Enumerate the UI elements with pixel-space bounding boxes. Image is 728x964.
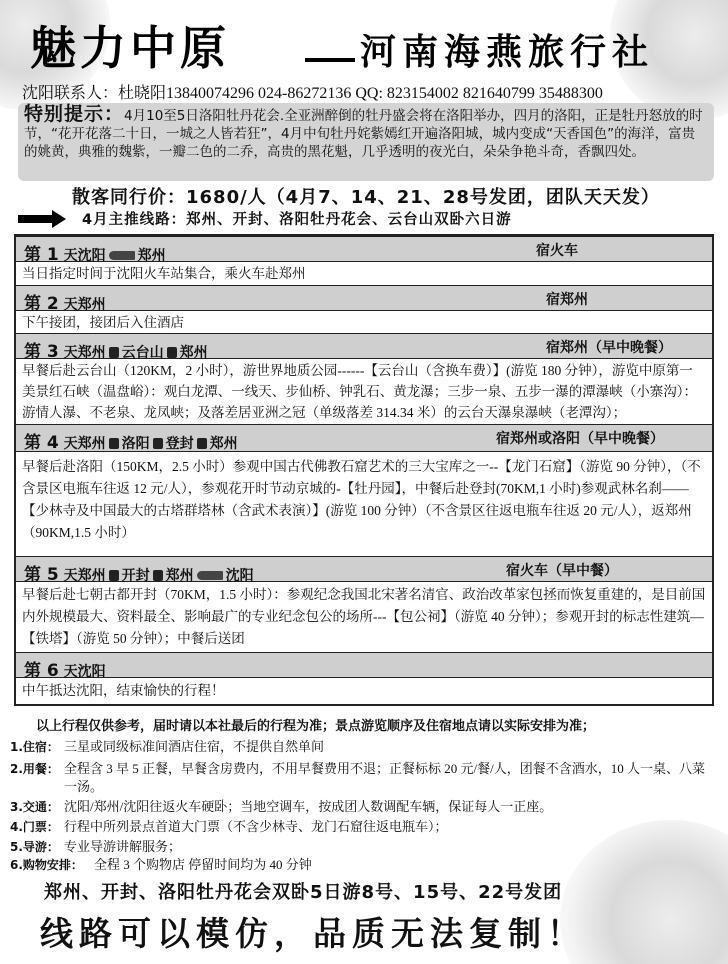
- day-header: [16, 556, 712, 585]
- day-route: 天郑州: [63, 568, 106, 584]
- day-description: 早餐后赴七朝古都开封（70KM，1.5 小时）：参观纪念我国北宋著名清官、政治改革家包拯而恢复重建的，是目前国内外规模最大、资料最全、影响最广的专业纪念包公的场所---【包公祠】（游览 40 分钟）；参观开封的标志性建筑—【铁塔】（游览 50 分钟）；中餐后送团: [22, 587, 706, 646]
- day-number: 第 5: [24, 565, 59, 585]
- bus-icon: [109, 347, 119, 358]
- day-header: [16, 424, 712, 452]
- day-stop: 洛阳: [121, 436, 150, 452]
- bus-icon: [167, 347, 177, 358]
- day-description: 下午接团，接团后入住酒店: [22, 315, 184, 330]
- bus-icon: [109, 570, 119, 581]
- day-stay: 宿郑州（早中晚餐）: [546, 340, 672, 356]
- title-row: [20, 8, 720, 75]
- info-item: [10, 838, 720, 856]
- featured-routes: 4月主推线路：郑州、开封、洛阳牡丹花会、云台山双卧六日游: [82, 212, 512, 228]
- info-item: [10, 856, 720, 874]
- day-description: 早餐后赴云台山（120KM，2 小时），游世界地质公园------【云台山（含换车费）】(游览 180 分钟），游览中原第一美景红石峡（温盘峪）：观白龙潭、一线天、步仙桥、钟乳石、黄龙瀑；三步一泉、五步一瀑的潭瀑峡（小寨沟）：游情人瀑、不老泉、龙凤峡；及落差居亚洲之冠（单级落差 314.34 米）的云台天瀑泉瀑峡（老潭沟）；: [22, 363, 697, 420]
- day-route: 天沈阳: [63, 664, 106, 680]
- title-divider: [305, 58, 355, 62]
- agency-name: 河南海燕旅行社: [360, 31, 655, 73]
- info-text: 沈阳/郑州/沈阳往返火车硬卧；当地空调车，按成团人数调配车辆，保证每人一正座。: [64, 799, 553, 814]
- info-label: 3.交通：: [10, 800, 59, 814]
- train-icon: [197, 571, 223, 580]
- day-route: 天郑州: [63, 345, 106, 361]
- info-label: 4.门票：: [10, 820, 59, 834]
- day-stop: 郑州: [165, 568, 194, 584]
- tip-text: 4月10至5日洛阳牡丹花会.全亚洲醉倒的牡丹盛会将在洛阳举办，四月的洛阳，正是牡丹怒放的时节，“花开花落二十日，一城之人皆若狂”，4月中旬牡丹姹紫嫣红开遍洛阳城，城内变成“天香国色”的海洋，富贵的姚黄，典雅的魏紫，一瓣二色的二乔，高贵的黑花魁，几乎透明的夜光白，朵朵争艳斗奇，香飘四处。: [24, 108, 703, 160]
- info-label: 1.住宿：: [10, 740, 59, 754]
- tip-label: 特别提示：: [24, 103, 125, 125]
- bus-icon: [109, 438, 119, 449]
- day-description: 当日指定时间于沈阳火车站集合，乘火车赴郑州: [22, 266, 306, 281]
- day-number: 第 6: [24, 661, 59, 681]
- info-text: 全程含 3 早 5 正餐，早餐含房费内，不用早餐费用不退；正餐标标 20 元/餐/人，团餐不含酒水，10 人一桌、八菜一汤。: [64, 761, 705, 794]
- day-route: 天郑州: [63, 436, 106, 452]
- day-number: 第 4: [24, 433, 59, 453]
- info-item: [10, 738, 720, 756]
- day-route: 天沈阳: [63, 248, 106, 264]
- day-stop: 登封: [165, 436, 194, 452]
- arrow-right-icon: [18, 210, 68, 228]
- bus-icon: [197, 438, 207, 449]
- day-number: 第 1: [24, 245, 59, 265]
- day-destination: 郑州: [137, 248, 166, 264]
- day-stop: 开封: [121, 568, 150, 584]
- slogan: 线路可以模仿，品质无法复制！: [40, 914, 586, 953]
- bus-icon: [153, 570, 163, 581]
- info-label: 6.购物安排：: [10, 858, 83, 872]
- day-destination: 沈阳: [225, 568, 254, 584]
- train-icon: [109, 251, 135, 260]
- bus-icon: [153, 438, 163, 449]
- info-text: 全程 3 个购物店 停留时间均为 40 分钟: [94, 857, 312, 872]
- day-header: [16, 236, 712, 265]
- price-line: 散客同行价：1680/人（4月7、14、21、28号发团，团队天天发）: [72, 187, 660, 208]
- day-header: [16, 652, 712, 681]
- info-item: [10, 760, 720, 796]
- day-number: 第 2: [24, 294, 59, 314]
- info-text: 专业导游讲解服务；: [64, 839, 182, 854]
- day-stay: 宿火车（早中餐）: [506, 563, 618, 579]
- day-stay: 宿郑州: [546, 292, 588, 308]
- day-stay: 宿火车: [536, 243, 578, 259]
- info-item: [10, 798, 720, 816]
- day-destination: 郑州: [179, 345, 208, 361]
- day-route: 天郑州: [63, 297, 106, 313]
- day-description: 早餐后赴洛阳（150KM，2.5 小时）参观中国古代佛教石窟艺术的三大宝库之一--【龙门石窟】（游览 90 分钟），（不含景区电瓶车往返 12 元/人），参观花开时节动京城的-【牡丹园】，中餐后赴登封(70KM,1 小时)参观武林名刹——【少林寺及中国最大的古塔群塔林（含武术表演）】(游览 100 分钟）（不含景区往返电瓶车往返 20 元/人），返郑州（90KM,1.5 小时）: [22, 459, 701, 540]
- info-label: 2.用餐：: [10, 762, 59, 776]
- itinerary-table: [14, 234, 714, 706]
- info-text: 行程中所列景点首道大门票（不含少林寺、龙门石窟往返电瓶车）；: [64, 819, 448, 834]
- day-stay: 宿郑州或洛阳（早中晚餐）: [496, 431, 664, 447]
- info-text: 三星或同级标准间酒店住宿，不提供自然单间: [64, 739, 325, 754]
- info-label: 5.导游：: [10, 840, 59, 854]
- contact-info: 沈阳联系人：杜晓阳13840074296 024-86272136 QQ: 823154002 821640799 35488300: [22, 85, 603, 102]
- day-number: 第 3: [24, 342, 59, 362]
- day-header: [16, 333, 712, 362]
- departure-banner: 郑州、开封、洛阳牡丹花会双卧5日游8号、15号、22号发团: [44, 882, 563, 903]
- info-item: [10, 818, 720, 836]
- itinerary-note: 以上行程仅供参考，届时请以本社最后的行程为准；景点游览顺序及住宿地点请以实际安排为准；: [36, 719, 596, 734]
- special-tip: [24, 105, 708, 161]
- day-header: [16, 285, 712, 314]
- day-destination: 郑州: [209, 436, 238, 452]
- day-description: 中午抵达沈阳，结束愉快的行程！: [22, 683, 225, 698]
- day-stop: 云台山: [121, 345, 164, 361]
- brand-title: 魅力中原: [30, 21, 230, 75]
